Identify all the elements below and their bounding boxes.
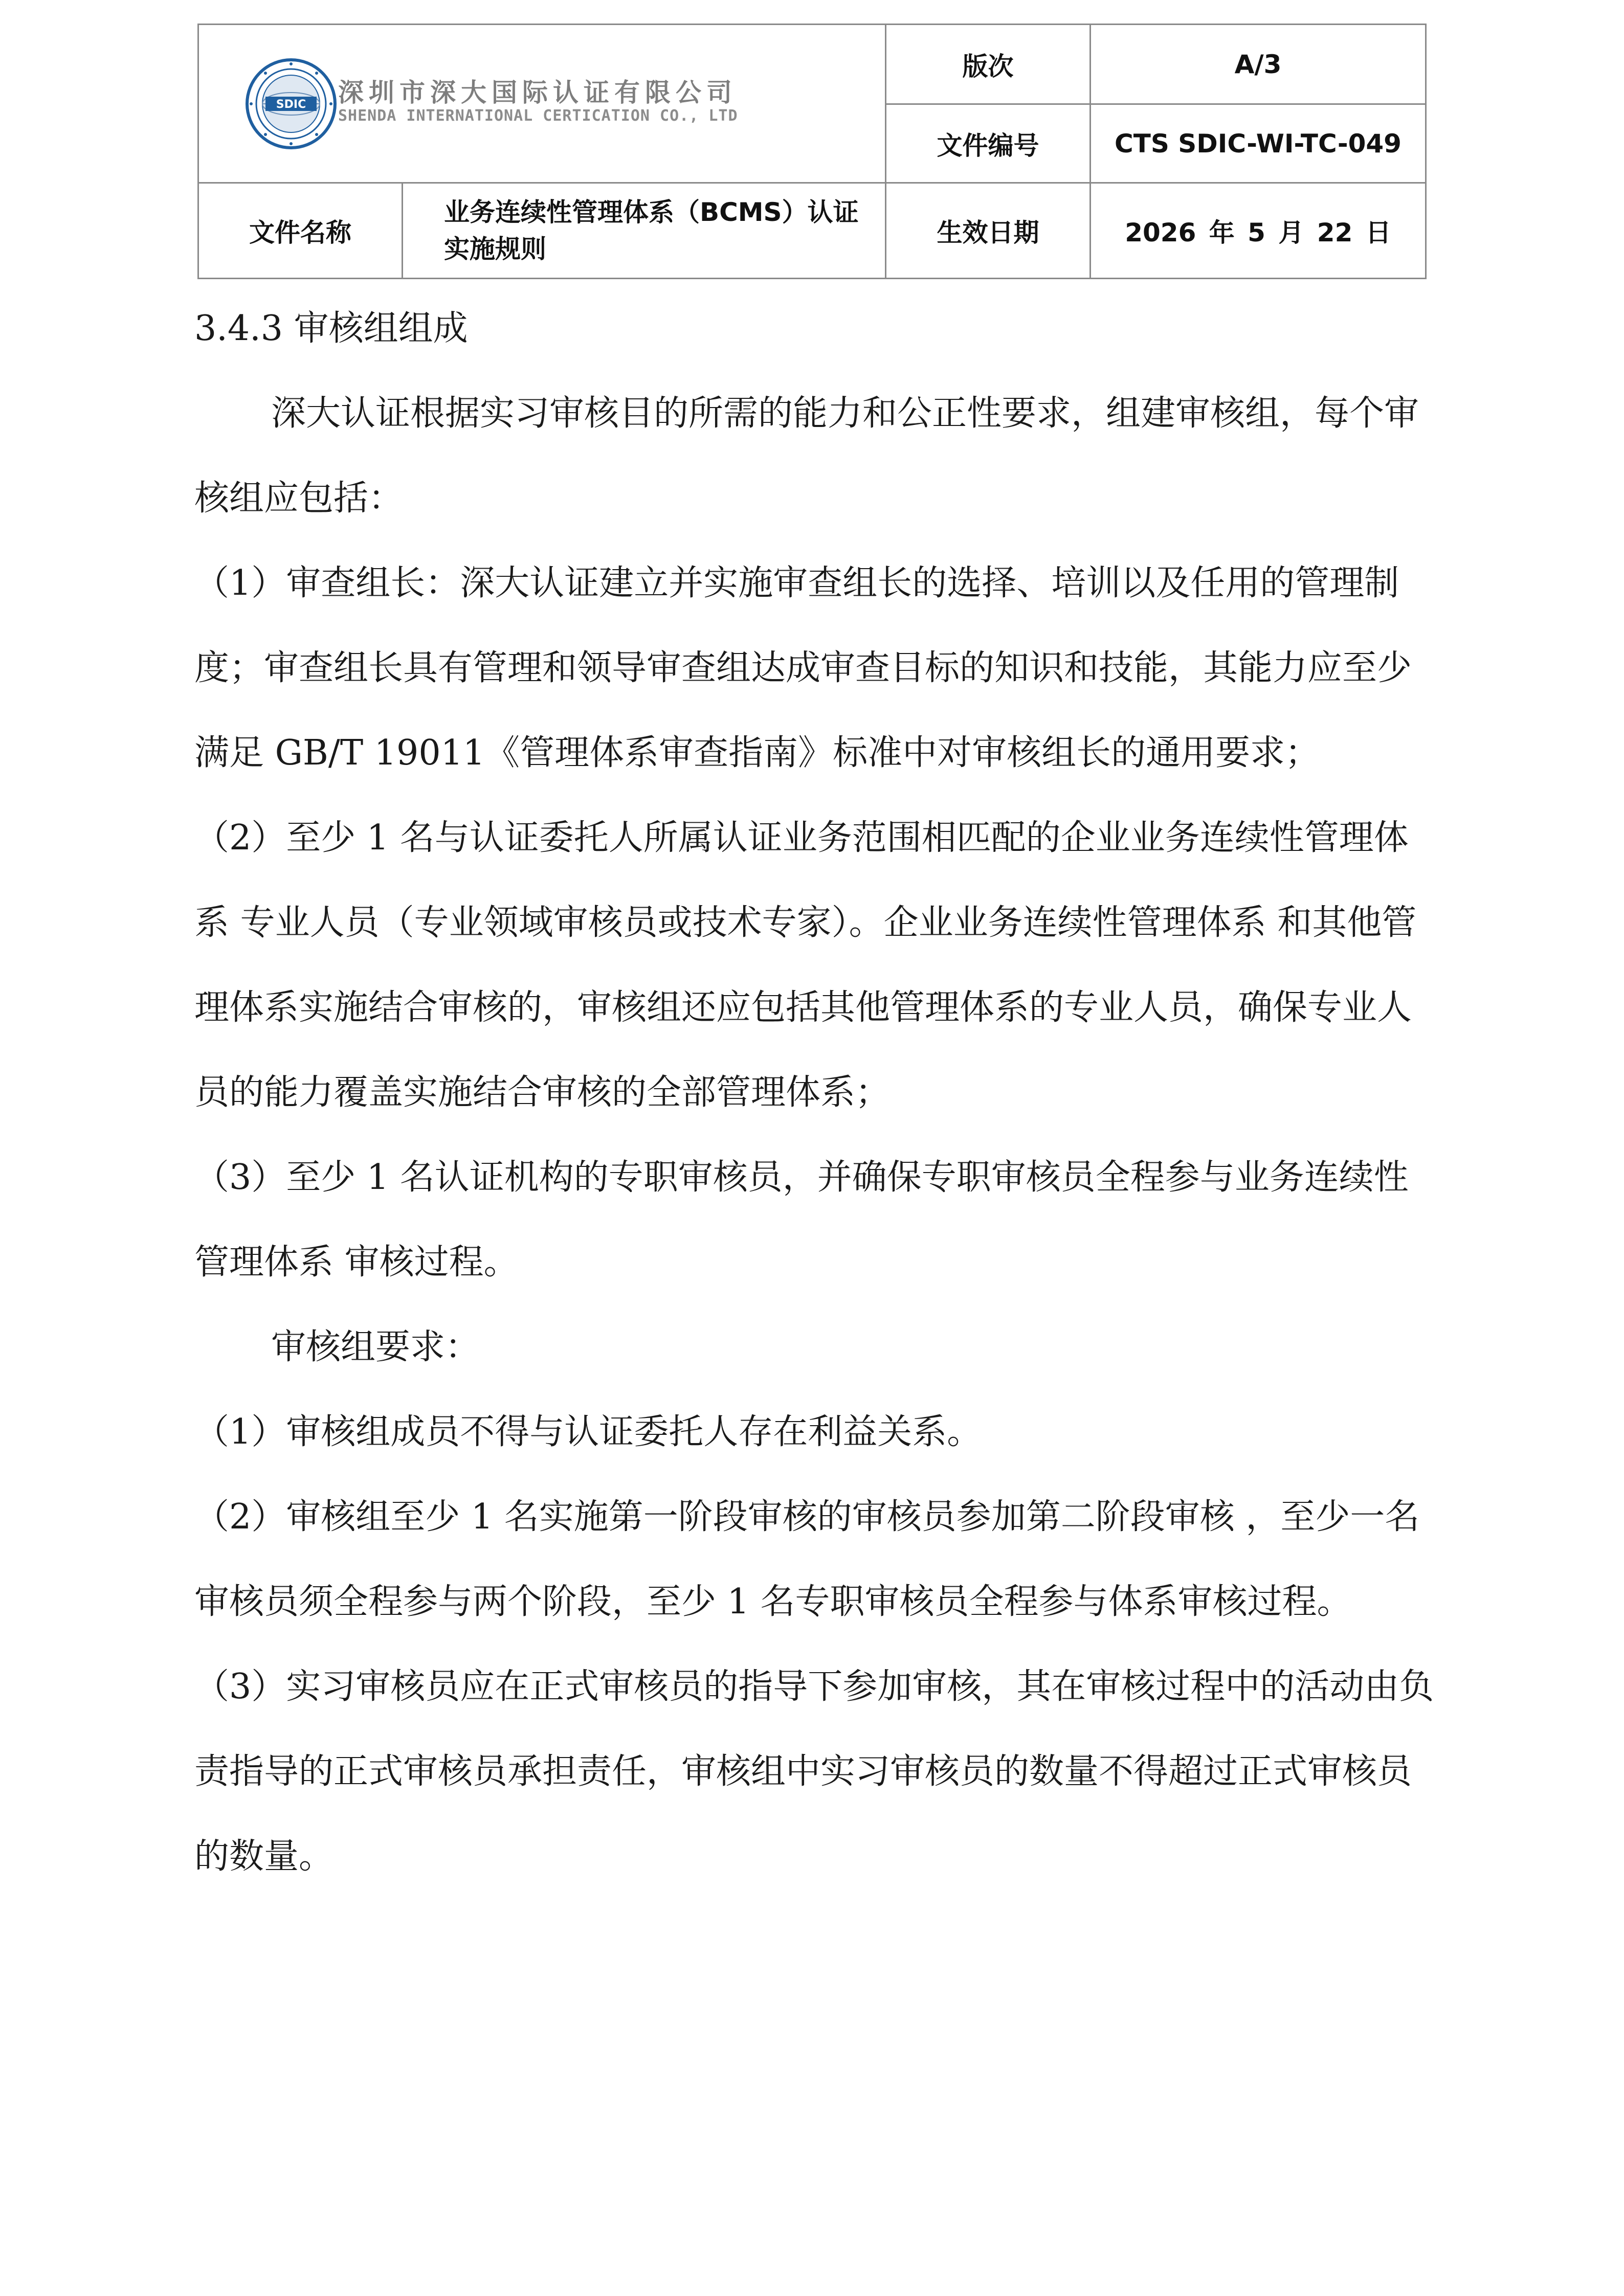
member-item: （1）审查组长：深大认证建立并实施审查组长的选择、培训以及任用的管理制度；审查组长具有管理和领导审查组达成审查目标的知识和技能，其能力应至少满足 GB/T 19011《管理体系审查指南》标准中对审核组长的通用要求； [194, 563, 1412, 773]
company-seal-icon [245, 58, 337, 150]
doc-name-label-text: 文件名称 [249, 218, 351, 247]
requirement-item: （3）实习审核员应在正式审核员的指导下参加审核，其在审核过程中的活动由负责指导的正式审核员承担责任，审核组中实习审核员的数量不得超过正式审核员的数量。 [194, 1667, 1434, 1877]
section-title: 3.4.3 审核组组成 [194, 308, 468, 349]
doc-number-label-text: 文件编号 [937, 130, 1039, 161]
effective-date-label [886, 184, 1089, 278]
version-label [886, 25, 1089, 103]
company-name-cn: 深圳市深大国际认证有限公司 [338, 77, 737, 107]
requirement-item: （1）审核组成员不得与认证委托人存在利益关系。 [194, 1412, 982, 1452]
doc-number-label [886, 105, 1089, 182]
version-label-text: 版次 [962, 51, 1014, 81]
effective-date-value-text: 2026 年 5 月 22 日 [1125, 218, 1391, 247]
member-item: （3）至少 1 名认证机构的专职审核员，并确保专职审核员全程参与业务连续性管理体系 审核过程。 [194, 1157, 1409, 1282]
doc-number-value-text: CTS SDIC-WI-TC-049 [1115, 128, 1401, 159]
version-value-text: A/3 [1234, 49, 1282, 79]
doc-name-value-text: 业务连续性管理体系（BCMS）认证实施规则 [444, 197, 859, 264]
doc-name-value [403, 184, 885, 278]
document-body [194, 286, 1442, 1899]
member-item: （2）至少 1 名与认证委托人所属认证业务范围相匹配的企业业务连续性管理体系 专业人员（专业领域审核员或技术专家）。企业业务连续性管理体系 和其他管理体系实施结合审核的，审核组还应包括其他管理体系的专业人员，确保专业人员的能力覆盖实施结合审核的全部管理体系； [194, 818, 1417, 1113]
intro-paragraph: 深大认证根据实习审核目的所需的能力和公正性要求，组建审核组，每个审核组应包括： [194, 393, 1419, 519]
seal-text: SDIC [276, 98, 306, 111]
company-logo-block [199, 25, 886, 184]
doc-name-label [199, 184, 402, 278]
requirements-title: 审核组要求： [271, 1327, 480, 1367]
effective-date-label-text: 生效日期 [937, 218, 1039, 247]
company-name-en: SHENDA INTERNATIONAL CERTICATION CO., LTD [338, 107, 738, 125]
version-value [1091, 25, 1425, 103]
requirement-item: （2）审核组至少 1 名实施第一阶段审核的审核员参加第二阶段审核 ，至少一名审核员须全程参与两个阶段，至少 1 名专职审核员全程参与体系审核过程。 [194, 1497, 1420, 1622]
effective-date-value [1091, 184, 1425, 278]
doc-number-value [1091, 105, 1425, 182]
document-header-table [197, 24, 1427, 279]
